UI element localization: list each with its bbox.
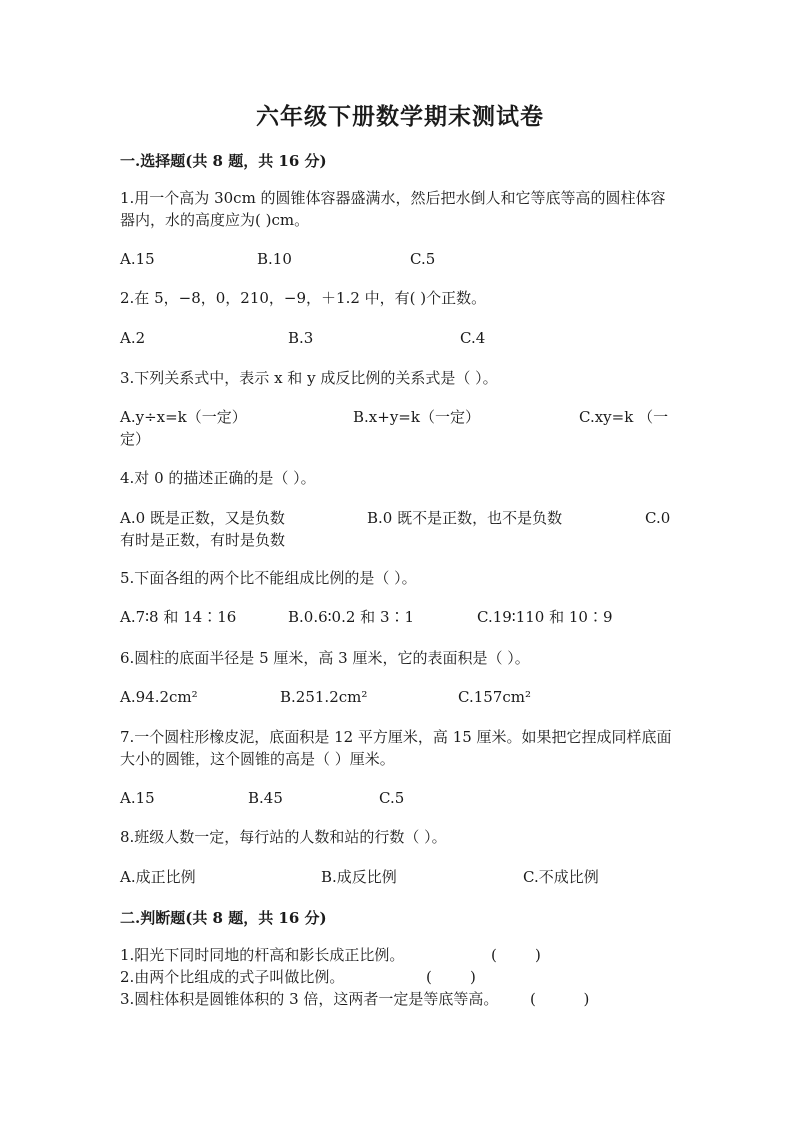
question-4: 4.对 0 的描述正确的是（ ）。 — [120, 469, 316, 487]
options-7 — [120, 787, 680, 831]
judgment-3: 3.圆柱体积是圆锥体积的 3 倍，这两者一定是等底等高。 — [120, 990, 499, 1008]
question-5: 5.下面各组的两个比不能组成比例的是（ ）。 — [120, 569, 417, 587]
options-2 — [120, 327, 680, 371]
option-c: C.4 — [460, 329, 486, 347]
option-b: B.成反比例 — [321, 868, 397, 886]
option-a: A.7∶8 和 14∶16 — [120, 608, 237, 626]
option-b: B.x+y=k（一定） — [353, 408, 480, 426]
option-c: C.5 — [410, 250, 436, 268]
option-c-wrap: 有时是正数，有时是负数 — [120, 531, 286, 549]
question-8: 8.班级人数一定，每行站的人数和站的行数（ ）。 — [120, 828, 447, 846]
section-heading-choice: 一.选择题(共 8 题，共 16 分) — [120, 152, 327, 170]
option-c: C.157cm² — [458, 688, 531, 706]
option-a: A.2 — [120, 329, 146, 347]
answer-blank-3[interactable]: ( ) — [530, 990, 590, 1008]
judgment-2: 2.由两个比组成的式子叫做比例。 — [120, 968, 345, 986]
option-b: B.251.2cm² — [280, 688, 368, 706]
option-a: A.94.2cm² — [120, 688, 198, 706]
section-heading-judgment: 二.判断题(共 8 题，共 16 分) — [120, 909, 327, 927]
options-8 — [120, 866, 680, 910]
question-1: 1.用一个高为 30cm 的圆锥体容器盛满水，然后把水倒人和它等底等高的圆柱体容器内，水的高度应为( )cm。 — [120, 189, 666, 229]
answer-blank-2[interactable]: ( ) — [426, 968, 476, 986]
option-b: B.0 既不是正数，也不是负数 — [367, 509, 563, 527]
question-6: 6.圆柱的底面半径是 5 厘米，高 3 厘米，它的表面积是（ ）。 — [120, 649, 530, 667]
question-2: 2.在 5，−8，0，210，−9，＋1.2 中，有( )个正数。 — [120, 289, 487, 307]
judgment-1: 1.阳光下同时同地的杆高和影长成正比例。 — [120, 946, 405, 964]
option-a: A.15 — [120, 250, 155, 268]
option-a: A.y÷x=k（一定） — [120, 408, 247, 426]
option-a: A.0 既是正数，又是负数 — [120, 509, 285, 527]
options-6 — [120, 686, 680, 730]
answer-blank-1[interactable]: ( ) — [491, 946, 541, 964]
question-3: 3.下列关系式中，表示 x 和 y 成反比例的关系式是（ ）。 — [120, 369, 498, 387]
option-c-wrap: 定） — [120, 430, 151, 448]
option-c: C.5 — [379, 789, 405, 807]
option-b: B.3 — [288, 329, 314, 347]
options-3 — [120, 406, 680, 450]
option-c: C.0 — [645, 509, 671, 527]
option-c: C.19∶110 和 10∶9 — [477, 608, 613, 626]
option-b: B.0.6∶0.2 和 3∶1 — [288, 608, 415, 626]
page-title: 六年级下册数学期末测试卷 — [256, 103, 544, 130]
options-1 — [120, 248, 680, 292]
option-b: B.10 — [257, 250, 292, 268]
option-b: B.45 — [248, 789, 283, 807]
option-a: A.15 — [120, 789, 155, 807]
question-7: 7.一个圆柱形橡皮泥，底面积是 12 平方厘米，高 15 厘米。如果把它捏成同样底面大小的圆锥，这个圆锥的高是（ ）厘米。 — [120, 728, 672, 768]
options-4 — [120, 507, 680, 551]
options-5 — [120, 606, 680, 650]
option-c: C.不成比例 — [523, 868, 599, 886]
option-a: A.成正比例 — [120, 868, 196, 886]
option-c: C.xy=k （一 — [579, 408, 669, 426]
